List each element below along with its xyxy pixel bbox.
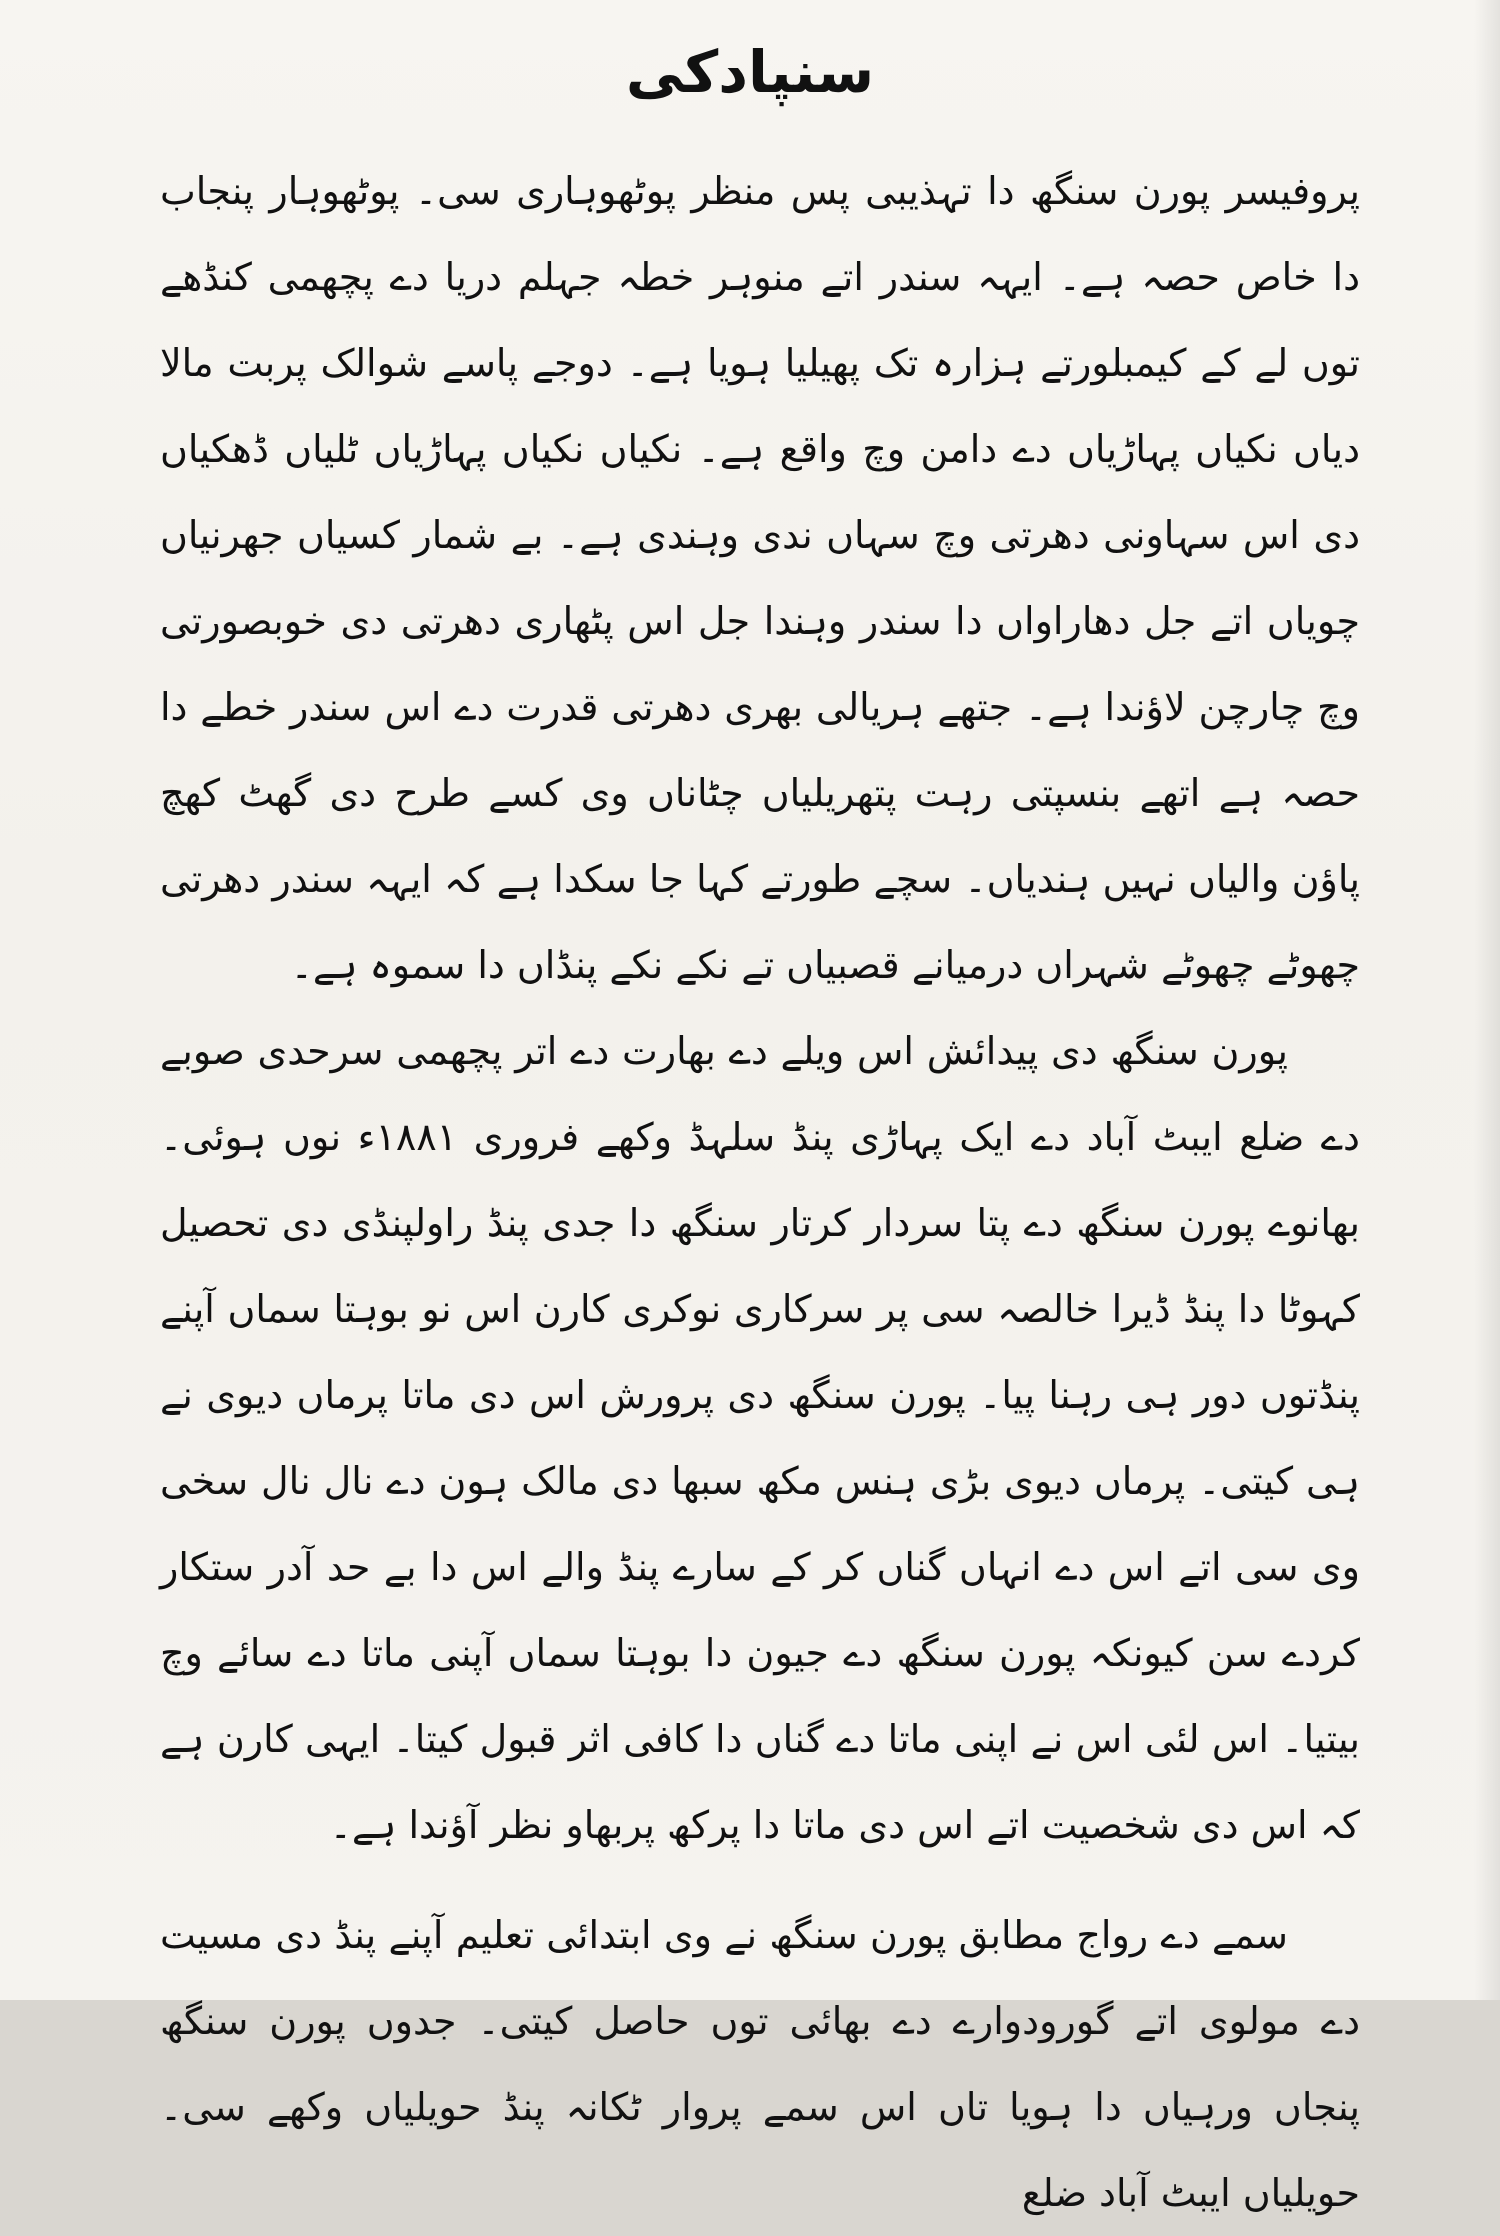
paragraph-2: پورن سنگھ دی پیدائش اس ویلے دے بھارت دے اتر پچھمی سرحدی صوبے دے ضلع ایبٹ آباد دے ایک پہاڑی پنڈ سلہڈ وکھے فروری ۱۸۸۱ء نوں ہوئی۔ بھانوے پورن سنگھ دے پتا سردار کرتار سنگھ دا جدی پنڈ راولپنڈی دی تحصیل کہوٹا دا پنڈ ڈیرا خالصہ سی پر سرکاری نوکری کارن اس نو بوہتا سماں آپنے پنڈتوں دور ہی رہنا پیا۔ پورن سنگھ دی پرورش اس دی ماتا پرماں دیوی نے ہی کیتی۔ پرماں دیوی بڑی ہنس مکھ سبھا دی مالک ہون دے نال نال سخی وی سی اتے اس دے انہاں گناں کر کے سارے پنڈ والے اس دا بے حد آدر ستکار کردے سن کیونکہ پورن سنگھ دے جیون دا بوہتا سماں آپنی ماتا دے سائے وچ بیتیا۔ اس لئی اس نے اپنی ماتا دے گناں دا کافی اثر قبول کیتا۔ ایہی کارن ہے کہ اس دی شخصیت اتے اس دی ماتا دا پرکھ پربھاو نظر آؤندا ہے۔ [160, 1029, 1360, 1847]
body-text [160, 148, 1360, 2236]
page-edge-shadow [1474, 0, 1500, 2000]
paragraph-1: پروفیسر پورن سنگھ دا تہذیبی پس منظر پوٹھوہاری سی۔ پوٹھوہار پنجاب دا خاص حصہ ہے۔ ایہہ سندر اتے منوہر خطہ جہلم دریا دے پچھمی کنڈھے توں لے کے کیمبلورتے ہزارہ تک پھیلیا ہویا ہے۔ دوجے پاسے شوالک پربت مالا دیاں نکیاں پہاڑیاں دے دامن وچ واقع ہے۔ نکیاں نکیاں پہاڑیاں ٹلیاں ڈھکیاں دی اس سہاونی دھرتی وچ سہاں ندی وہندی ہے۔ بے شمار کسیاں جھرنیاں چویاں اتے جل دھاراواں دا سندر وہندا جل اس پٹھاری دھرتی دی خوبصورتی وچ چارچن لاؤندا ہے۔ جتھے ہریالی بھری دھرتی قدرت دے اس سندر خطے دا حصہ ہے اتھے بنسپتی رہت پتھریلیاں چٹاناں وی کسے طرح دی گھٹ کھچ پاؤن والیاں نہیں ہندیاں۔ سچے طورتے کہا جا سکدا ہے کہ ایہہ سندر دھرتی چھوٹے چھوٹے شہراں درمیانے قصبیاں تے نکے نکے پنڈاں دا سموہ ہے۔ [160, 169, 1360, 987]
page-title: سنپادکی [625, 38, 875, 106]
paragraph-3: سمے دے رواج مطابق پورن سنگھ نے وی ابتدائی تعلیم آپنے پنڈ دی مسیت دے مولوی اتے گورودوارے دے بھائی توں حاصل کیتی۔ جدوں پورن سنگھ پنجاں ورہیاں دا ہویا تاں اس سمے پروار ٹکانہ پنڈ حویلیاں وکھے سی۔ حویلیاں ایبٹ آباد ضلع [160, 1913, 1360, 2215]
